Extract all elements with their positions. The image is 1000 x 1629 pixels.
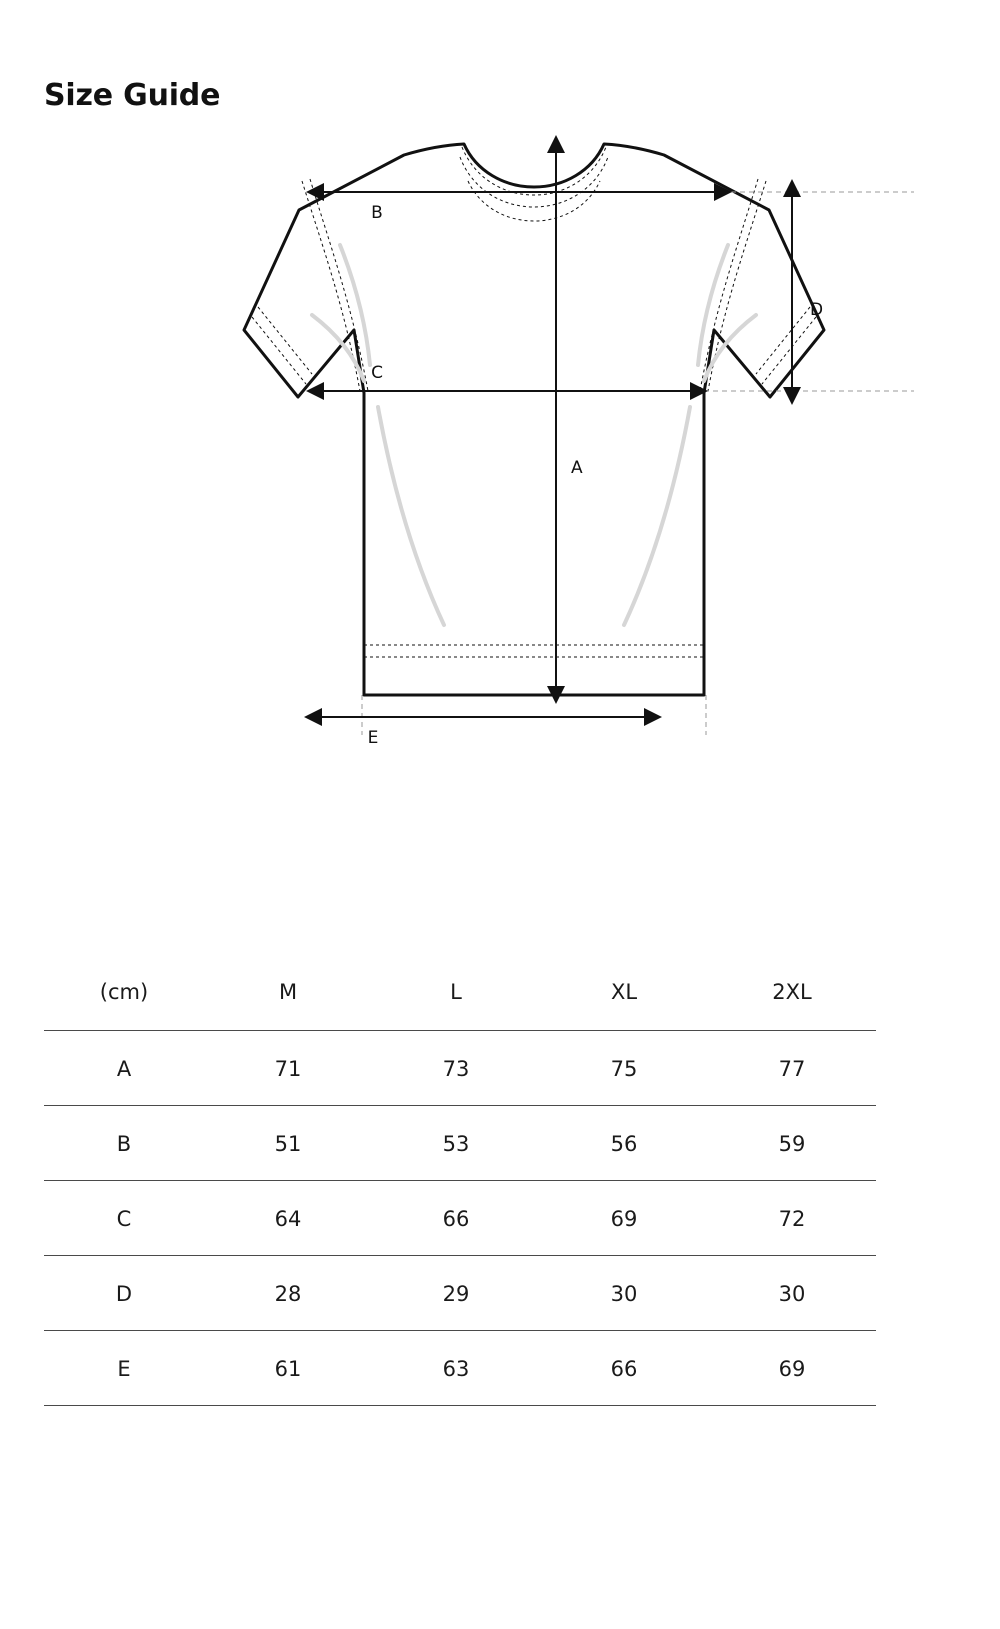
table-header-row	[44, 980, 876, 1031]
cell-c-m: 64	[274, 1207, 302, 1231]
cell-d-xl: 30	[610, 1282, 638, 1306]
cell-a-m: 71	[274, 1057, 302, 1081]
size-table-head	[44, 980, 876, 1031]
dimension-label-b: B	[371, 203, 383, 223]
table-row	[44, 1031, 876, 1106]
t-shirt-svg	[44, 135, 956, 795]
cell-c-l: 66	[442, 1207, 470, 1231]
row-label-d: D	[115, 1282, 133, 1306]
cell-e-l: 63	[442, 1357, 470, 1381]
unit-header: (cm)	[99, 980, 149, 1004]
cell-a-xl: 75	[610, 1057, 638, 1081]
table-row	[44, 1256, 876, 1331]
dimension-label-a: A	[571, 458, 583, 478]
row-label-c: C	[116, 1207, 132, 1231]
cell-b-2xl: 59	[778, 1132, 806, 1156]
dimension-label-c: C	[371, 363, 383, 383]
size-table	[44, 980, 876, 1406]
cell-d-m: 28	[274, 1282, 302, 1306]
t-shirt-measurement-diagram	[44, 135, 956, 795]
cell-e-m: 61	[274, 1357, 302, 1381]
shirt-outline	[244, 144, 824, 695]
size-table-wrapper	[44, 980, 956, 1406]
row-label-b: B	[116, 1132, 132, 1156]
cell-c-xl: 69	[610, 1207, 638, 1231]
row-label-e: E	[117, 1357, 131, 1381]
column-header-m: M	[278, 980, 298, 1004]
column-header-2xl: 2XL	[772, 980, 812, 1004]
column-header-l: L	[450, 980, 462, 1004]
cell-b-xl: 56	[610, 1132, 638, 1156]
cell-b-m: 51	[274, 1132, 302, 1156]
cell-b-l: 53	[442, 1132, 470, 1156]
dimension-label-e: E	[367, 728, 379, 748]
cell-a-2xl: 77	[778, 1057, 806, 1081]
table-row	[44, 1181, 876, 1256]
cell-c-2xl: 72	[778, 1207, 806, 1231]
cell-d-2xl: 30	[778, 1282, 806, 1306]
dimension-label-d: D	[810, 300, 824, 320]
table-row	[44, 1331, 876, 1406]
size-table-body	[44, 1031, 876, 1406]
page-title: Size Guide	[44, 78, 221, 113]
row-label-a: A	[116, 1057, 132, 1081]
cell-a-l: 73	[442, 1057, 470, 1081]
cell-e-xl: 66	[610, 1357, 638, 1381]
column-header-xl: XL	[610, 980, 638, 1004]
table-row	[44, 1106, 876, 1181]
cell-d-l: 29	[442, 1282, 470, 1306]
cell-e-2xl: 69	[778, 1357, 806, 1381]
